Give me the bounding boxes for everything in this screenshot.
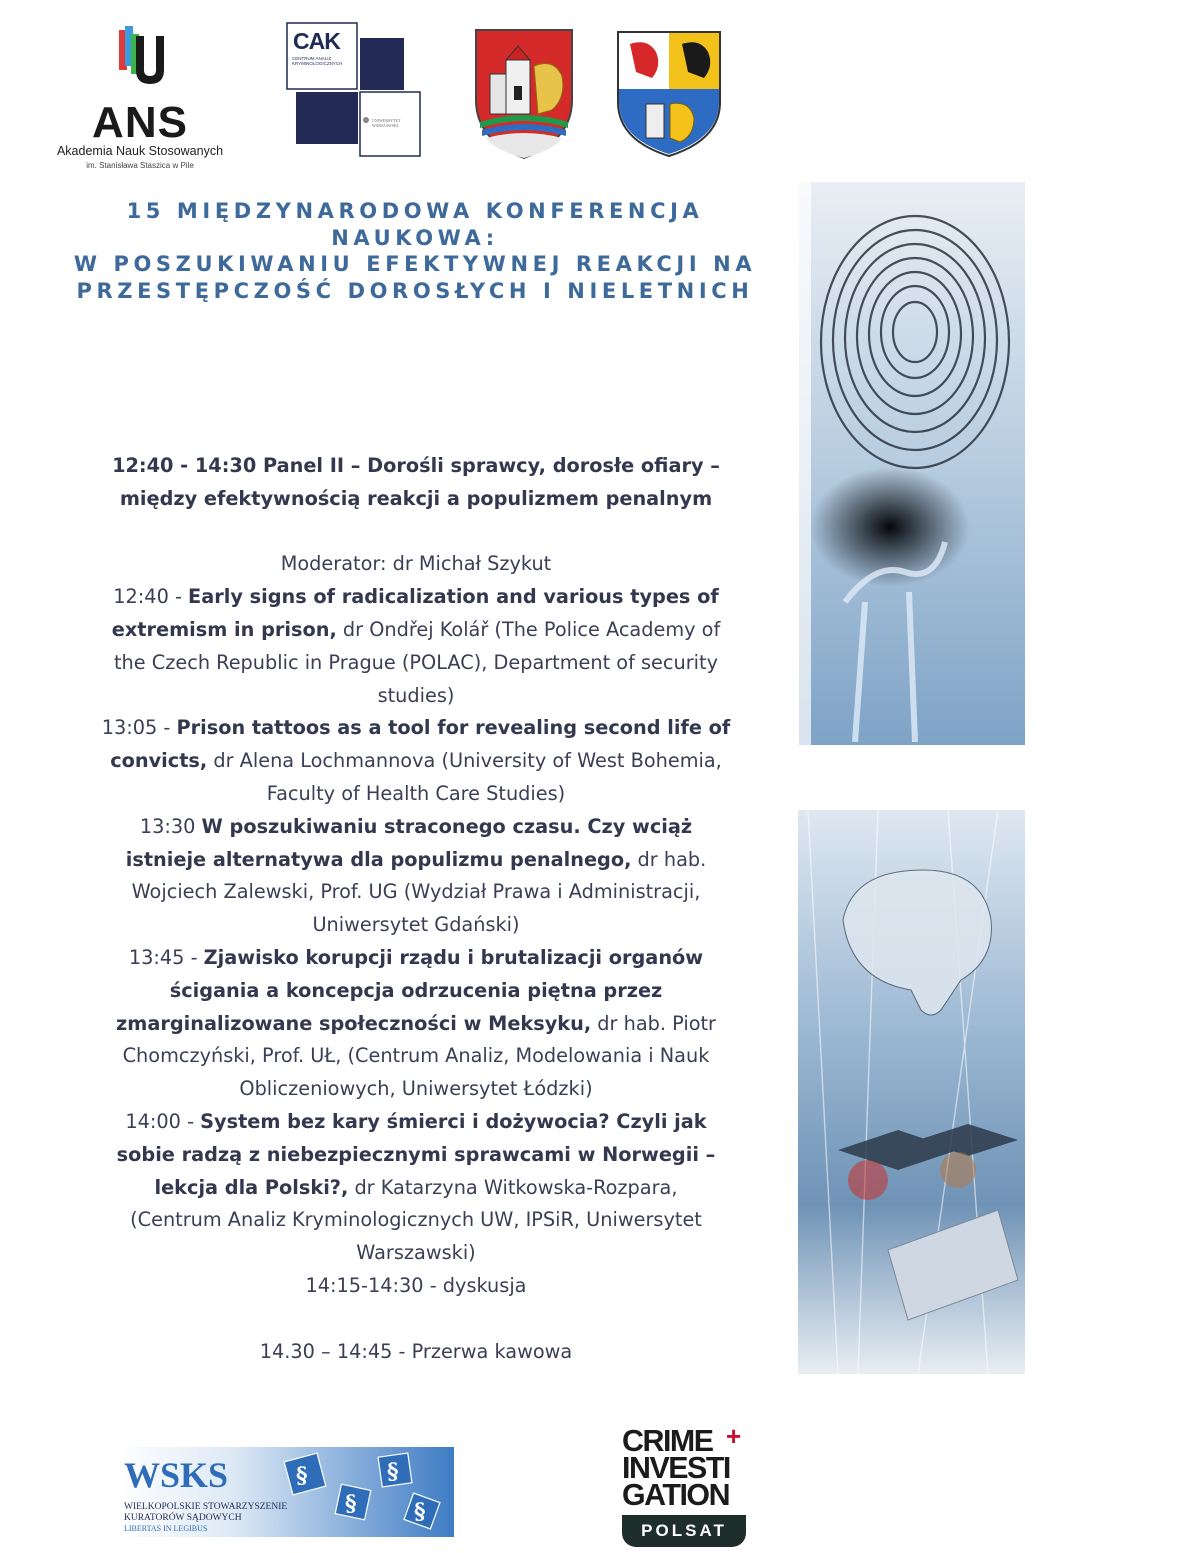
svg-text:ANS: ANS [92, 98, 188, 142]
title-line-4: PRZESTĘPCZOŚĆ DOROSŁYCH I NIELETNICH [76, 278, 754, 303]
brain-graduation-image [798, 810, 1025, 1374]
ans-logo-mark [40, 22, 240, 142]
ans-logo [40, 22, 240, 172]
talk-2: 13:05 - Prison tattoos as a tool for revealing second life of [101, 716, 731, 740]
conference-title [20, 198, 810, 304]
city-crest-icon [472, 26, 576, 160]
svg-text:KURATORÓW SĄDOWYCH: KURATORÓW SĄDOWYCH [124, 1513, 242, 1523]
cak-university: UNIWERSYTET WARSZAWSKI [372, 118, 401, 128]
talk-3: 13:30 W poszukiwaniu straconego czasu. Czy wciąż [139, 814, 693, 838]
title-line-2: NAUKOWA: [331, 225, 499, 250]
svg-text:§: § [387, 1459, 399, 1485]
svg-text:§: § [296, 1463, 308, 1489]
svg-text:§: § [345, 1491, 357, 1517]
svg-text:WIELKOPOLSKIE STOWARZYSZENIE: WIELKOPOLSKIE STOWARZYSZENIE [124, 1502, 288, 1512]
county-crest-icon [616, 30, 722, 158]
cak-subtitle: CENTRUM ANALIZ KRYMINOLOGICZNYCH [292, 56, 343, 66]
panel-heading: 12:40 - 14:30 Panel II – Dorośli sprawcy, dorosłe ofiary – [112, 454, 720, 477]
title-line-3: W POSZUKIWANIU EFEKTYWNEJ REAKCJI NA [73, 252, 757, 276]
discussion: 14:15-14:30 - dyskusja [305, 1273, 527, 1297]
talk-1: 12:40 - Early signs of radicalization and various types of [113, 585, 719, 609]
ans-name: Akademia Nauk Stosowanych [56, 144, 224, 158]
talk-5: 14:00 - System bez kary śmierci i dożywocia? Czyli jak [125, 1109, 707, 1133]
polsat-badge: POLSAT [622, 1515, 746, 1547]
ans-subtitle: im. Stanisława Staszica w Pile [86, 161, 194, 170]
moderator: Moderator: dr Michał Szykut [280, 552, 552, 576]
talk-4: 13:45 - Zjawisko korupcji rządu i brutalizacji organów [128, 945, 704, 969]
cak-logo [286, 22, 422, 158]
svg-text:WSKS: WSKS [124, 1455, 229, 1495]
crime-investigation-logo: CRIME + INVESTI GATION POLSAT [622, 1427, 748, 1551]
wsks-logo [118, 1447, 454, 1537]
cak-name: CAK [293, 28, 340, 54]
coffee-break: 14.30 – 14:45 - Przerwa kawowa [259, 1339, 573, 1363]
fingerprint-xray-image [785, 182, 1025, 745]
panel-heading-2: między efektywnością reakcji a populizmem penalnym [119, 486, 713, 510]
svg-text:LIBERTAS IN LEGIBUS: LIBERTAS IN LEGIBUS [124, 1524, 208, 1533]
svg-text:§: § [414, 1499, 426, 1525]
program: 12:40 - 14:30 Panel II – Dorośli sprawcy, dorosłe ofiary – między efektywnością reakcji a populizmem penalnym Moderator: dr Michał Szykut 12:40 - Early signs of radicalization and various types of extremism in prison, dr Ondřej Kolář (The Police Academy of the Czech Republic in Prague (POLAC), Department of security studies) 13:05 - Prison tattoos as a tool for revealing second life of convicts, dr Alena Lochmannova (University of West Bohemia, Faculty of Health Care Studies) 13:30 W poszukiwaniu straconego czasu. Czy wciąż istnieje alternatywa dla populizmu penalnego, dr hab. Wojciech Zalewski, Prof. UG (Wydział Prawa i Administracji, Uniwersytet Gdański) 13:45 - Zjawisko korupcji rządu i brutalizacji organów ścigania a koncepcja odrzucenia piętna przez zmarginalizowane społeczności w Meksyku, dr hab. Piotr Chomczyński, Prof. UŁ, (Centrum Analiz, Modelowania i Nauk Obliczeniowych, Uniwersytet Łódzki) 14:00 - System bez kary śmierci i dożywocia? Czyli jak sobie radzą z niebezpiecznymi sprawcami w Norwegii – lekcja dla Polski?, dr Katarzyna Witkowska-Rozpara, (Centrum Analiz Kryminologicznych UW, IPSiR, Uniwersytet Warszawski) 14:15-14:30 - dyskusja 14.30 – 14:45 - Przerwa kawowa [52, 450, 780, 1368]
title-line-1: 15 MIĘDZYNARODOWA KONFERENCJA [126, 199, 704, 223]
